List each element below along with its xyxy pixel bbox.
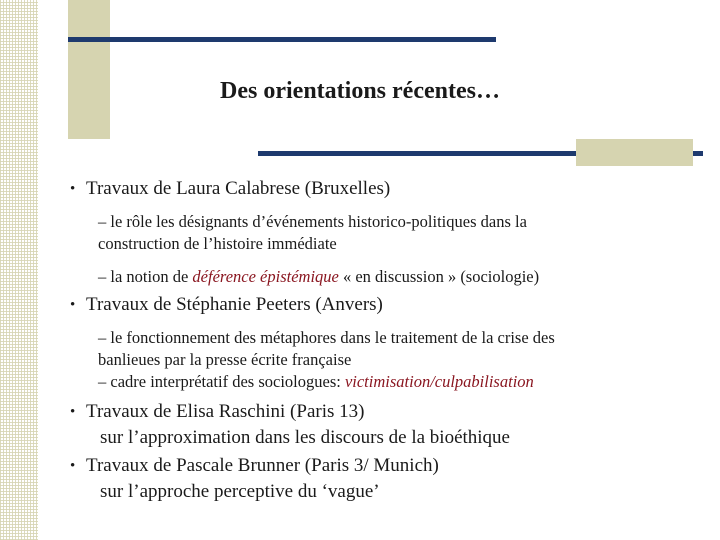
- slide-title-container: [0, 78, 720, 105]
- sub-item-text: – le rôle les désignants d’événements historico-politiques dans la: [98, 212, 527, 231]
- bullet-item-raschini: [70, 399, 670, 425]
- bullet-item-brunner: [70, 453, 670, 479]
- sub-item: [70, 327, 670, 349]
- sub-item-text: « en discussion » (sociologie): [338, 267, 540, 286]
- slide-title: Des orientations récentes…: [220, 78, 500, 104]
- bullet-icon: •: [70, 404, 76, 420]
- bullet-text: Travaux de Pascale Brunner (Paris 3/ Munich): [86, 455, 439, 476]
- sub-item-continued: [70, 233, 670, 255]
- emphasis-term: déférence épistémique: [192, 267, 339, 286]
- sub-item-text: construction de l’histoire immédiate: [98, 234, 337, 253]
- continuation-text: sur l’approximation dans les discours de la bioéthique: [100, 427, 510, 448]
- sub-item-text: banlieues par la presse écrite française: [98, 350, 352, 369]
- bullet-icon: •: [70, 297, 76, 313]
- bullet-icon: •: [70, 458, 76, 474]
- decorative-block-top: [68, 0, 110, 139]
- slide-content: [70, 176, 670, 504]
- bullet-item-calabrese: [70, 176, 670, 202]
- sub-item: [70, 211, 670, 233]
- sub-item: [70, 371, 670, 393]
- bullet-text: Travaux de Elisa Raschini (Paris 13): [86, 401, 365, 422]
- bullet-continuation: [70, 425, 670, 450]
- bullet-text: Travaux de Laura Calabrese (Bruxelles): [86, 178, 391, 199]
- sub-item: [70, 266, 670, 288]
- bullet-continuation: [70, 479, 670, 504]
- sub-item-text: – cadre interprétatif des sociologues:: [98, 372, 345, 391]
- sub-item-text: – la notion de: [98, 267, 193, 286]
- bullet-icon: •: [70, 181, 76, 197]
- continuation-text: sur l’approche perceptive du ‘vague’: [100, 481, 380, 502]
- decorative-bar-top: [68, 37, 496, 42]
- sub-item-continued: [70, 349, 670, 371]
- emphasis-term: victimisation/culpabilisation: [344, 372, 534, 391]
- decorative-block-right: [576, 139, 693, 166]
- sub-item-text: – le fonctionnement des métaphores dans le traitement de la crise des: [98, 328, 555, 347]
- bullet-text: Travaux de Stéphanie Peeters (Anvers): [86, 294, 383, 315]
- bullet-item-peeters: [70, 292, 670, 318]
